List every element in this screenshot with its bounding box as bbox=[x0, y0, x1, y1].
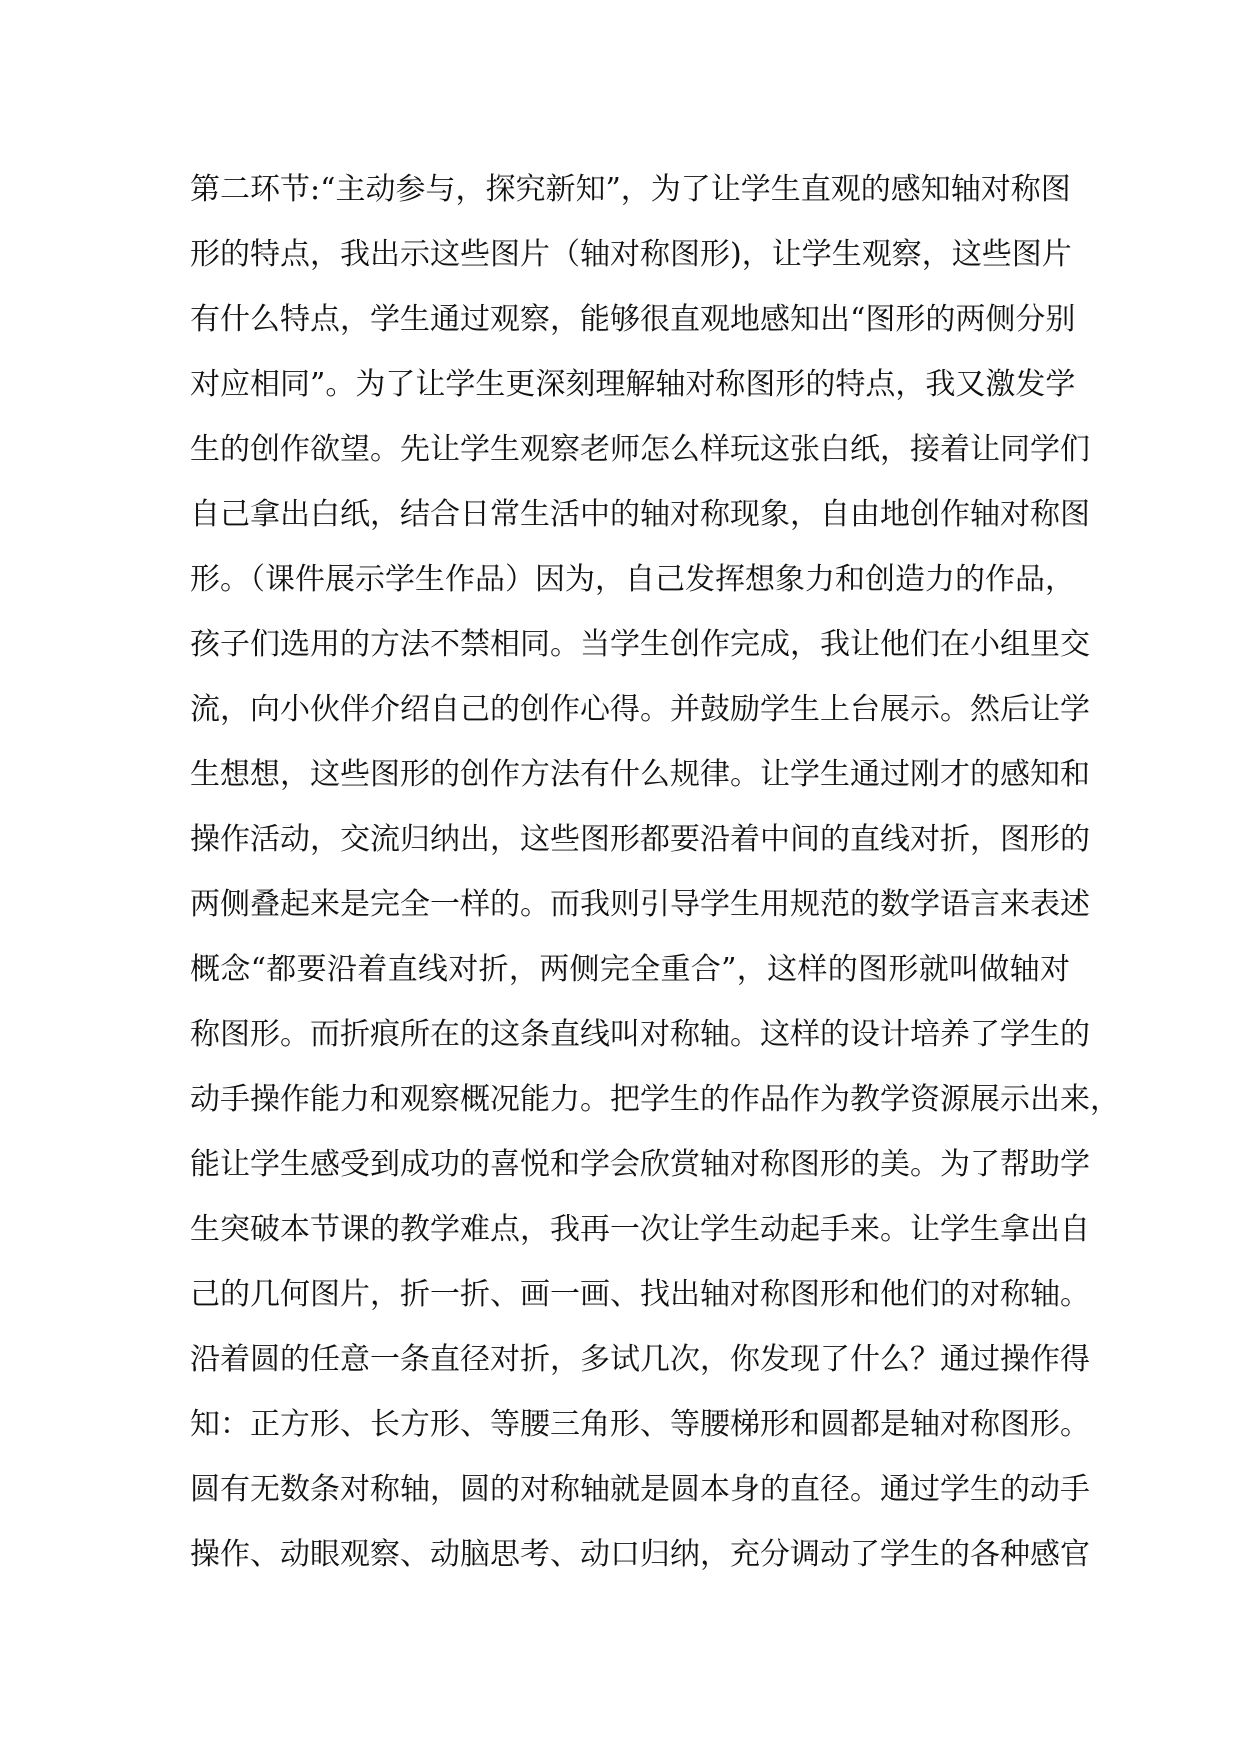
text-line: 圆有无数条对称轴，圆的对称轴就是圆本身的直径。通过学生的动手 bbox=[190, 1472, 1090, 1507]
text-line: 孩子们选用的方法不禁相同。当学生创作完成，我让他们在小组里交 bbox=[190, 627, 1090, 662]
text-line: 有什么特点，学生通过观察，能够很直观地感知出“图形的两侧分别 bbox=[190, 302, 1076, 337]
text-line: 动手操作能力和观察概况能力。把学生的作品作为教学资源展示出来， bbox=[190, 1082, 1120, 1117]
text-line: 自己拿出白纸，结合日常生活中的轴对称现象，自由地创作轴对称图 bbox=[190, 497, 1090, 532]
body-paragraph bbox=[190, 157, 1120, 1587]
text-line: 生想想，这些图形的创作方法有什么规律。让学生通过刚才的感知和 bbox=[190, 757, 1090, 792]
text-line: 操作、动眼观察、动脑思考、动口归纳，充分调动了学生的各种感官 bbox=[190, 1537, 1090, 1572]
text-line: 生突破本节课的教学难点，我再一次让学生动起手来。让学生拿出自 bbox=[190, 1212, 1090, 1247]
text-line: 概念“都要沿着直线对折，两侧完全重合”，这样的图形就叫做轴对 bbox=[190, 952, 1070, 987]
text-line: 两侧叠起来是完全一样的。而我则引导学生用规范的数学语言来表述 bbox=[190, 887, 1090, 922]
text-line: 形。（课件展示学生作品）因为，自己发挥想象力和创造力的作品， bbox=[190, 562, 1075, 597]
text-line: 第二环节:“主动参与，探究新知”，为了让学生直观的感知轴对称图 bbox=[190, 172, 1071, 207]
text-line: 操作活动，交流归纳出，这些图形都要沿着中间的直线对折，图形的 bbox=[190, 822, 1090, 857]
text-line: 形的特点，我出示这些图片（轴对称图形)，让学生观察，这些图片 bbox=[190, 237, 1072, 272]
text-line: 对应相同”。为了让学生更深刻理解轴对称图形的特点，我又激发学 bbox=[190, 367, 1076, 402]
text-line: 能让学生感受到成功的喜悦和学会欣赏轴对称图形的美。为了帮助学 bbox=[190, 1147, 1090, 1182]
text-line: 知：正方形、长方形、等腰三角形、等腰梯形和圆都是轴对称图形。 bbox=[190, 1407, 1090, 1442]
text-line: 流，向小伙伴介绍自己的创作心得。并鼓励学生上台展示。然后让学 bbox=[190, 692, 1090, 727]
text-line: 己的几何图片，折一折、画一画、找出轴对称图形和他们的对称轴。 bbox=[190, 1277, 1090, 1312]
text-line: 生的创作欲望。先让学生观察老师怎么样玩这张白纸，接着让同学们 bbox=[190, 432, 1090, 467]
text-line: 称图形。而折痕所在的这条直线叫对称轴。这样的设计培养了学生的 bbox=[190, 1017, 1090, 1052]
text-line: 沿着圆的任意一条直径对折，多试几次，你发现了什么？通过操作得 bbox=[190, 1342, 1090, 1377]
